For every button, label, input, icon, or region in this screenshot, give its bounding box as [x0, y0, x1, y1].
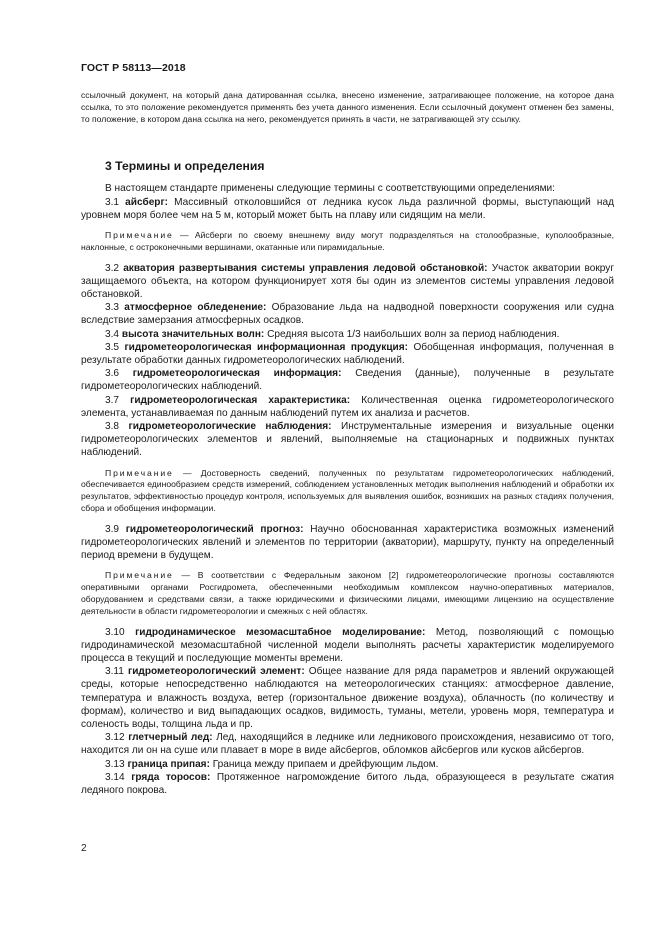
section-lead: В настоящем стандарте применены следующие термины с соответствующими определениями:: [105, 183, 555, 195]
term-name: акватория развертывания системы управления ледовой обстановкой:: [123, 262, 488, 274]
term-number: 3.8: [105, 421, 120, 433]
term-name: гидрометеорологический прогноз:: [125, 523, 304, 535]
term-number: 3.12: [105, 732, 125, 744]
term-entry: [81, 196, 614, 222]
term-name: глетчерный лед:: [128, 732, 213, 744]
term-entry: [81, 341, 614, 367]
term-number: 3.6: [105, 368, 120, 380]
term-definition: Лед, находящийся в леднике или ледникового происхождения, независимо от того, находится ли он на суше или плавает в море в виде айсбергов, обломков айсбергов или кусков айсбергов.: [81, 732, 615, 757]
note-text: — Айсберги по своему внешнему виду могут подразделяться на столообразные, куполообразные, наклонные, с остроконечными вершинами, окатанные или пирамидальные.: [81, 230, 614, 252]
term-name: айсберг:: [125, 196, 169, 208]
term-definition: Инструментальные измерения и визуальные оценки гидрометеорологических элементов и явлений, выполняемые на стационарных и подвижных пунктах наблюдений.: [81, 421, 614, 459]
term-definition: Метод, позволяющий с помощью гидродинамической мезомасштабной численной модели выполнять расчеты характеристик моделируемого процесса в текущий и последующие моменты времени.: [81, 626, 614, 665]
term-name: гидрометеорологическая информационная продукция:: [124, 341, 409, 353]
note-label: Примечание: [105, 467, 174, 478]
term-definition: Протяженное нагромождение битого льда, образующееся в результате сжатия ледяного покрова.: [81, 771, 614, 797]
term-definition: Массивный отколовшийся от ледника кусок льда различной формы, выступающий над уровнем моря более чем на 5 м, который может быть на плаву или сидящим на мели.: [81, 196, 614, 221]
term-entry: [81, 665, 614, 731]
term-number: 3.3: [105, 302, 120, 314]
term-definition: Средняя высота 1/3 наибольших волн за период наблюдения.: [267, 328, 560, 340]
term-name: гидрометеорологическая характеристика:: [130, 394, 351, 406]
note-text: — В соответствии с Федеральным законом [2] гидрометеорологические прогнозы составляются оперативными органами Росгидромета, обеспеченными необходимым комплексом научно-оперативных материалов, оборудованием и средствами связи, а также юридическими и физическими лицами, имеющими лицензию на осуществление деятельности в области гидрометеорологии и смежных с ней областях.: [81, 570, 614, 616]
term-name: гидрометеорологические наблюдения:: [128, 421, 332, 433]
term-entry: [81, 367, 614, 393]
term-number: 3.13: [105, 758, 125, 770]
term-entry: [81, 523, 614, 563]
term-definition: Граница между припаем и дрейфующим льдом.: [212, 758, 439, 770]
note-label: Примечание: [105, 570, 174, 581]
term-definition: Участок акватории вокруг защищаемого объекта, на котором функционирует хотя бы один из элементов системы управления ледовой обстановкой.: [81, 262, 615, 300]
note-label: Примечание: [105, 230, 174, 240]
term-number: 3.1: [105, 196, 120, 208]
term-definition: Образование льда на надводной поверхности сооружения или судна вследствие замерзания атмосферных осадков.: [81, 302, 614, 327]
intro-paragraph: ссылочный документ, на который дана датированная ссылка, внесено изменение, затрагивающее положение, на которое дана ссылка, то это положение рекомендуется применять без учета данного изменения. Если ссылочный документ отменен без замены, то положение, в котором дана ссылка на него, рекомендуется принять в части, не затрагивающей эту ссылку.: [81, 90, 614, 124]
term-definition: Научно обоснованная характеристика возможных изменений гидрометеорологических явлений и элементов по территории (акватории), маршруту, пункту на определенный период времени в будущем.: [81, 523, 614, 562]
term-number: 3.7: [105, 394, 120, 406]
term-number: 3.14: [105, 771, 125, 783]
term-number: 3.5: [105, 341, 120, 353]
note-paragraph: [81, 468, 614, 515]
term-name: гидрометеорологическая информация:: [132, 368, 342, 380]
term-number: 3.10: [105, 626, 125, 638]
term-entry: [81, 731, 614, 757]
page-header: ГОСТ Р 58113—2018: [81, 62, 186, 74]
term-number: 3.9: [105, 523, 120, 535]
term-name: высота значительных волн:: [121, 328, 265, 340]
term-entry: [81, 301, 614, 327]
term-definition: Количественная оценка гидрометеорологического элемента, устанавливаемая по данным наблюдений путем их анализа и расчетов.: [81, 394, 615, 419]
term-number: 3.11: [105, 666, 124, 678]
page-content: [81, 90, 614, 797]
term-name: гидрометеорологический элемент:: [128, 666, 305, 678]
term-entry: [81, 626, 614, 666]
page-number: 2: [81, 843, 87, 854]
term-name: граница припая:: [127, 758, 210, 770]
term-name: гряда торосов:: [131, 771, 211, 783]
note-text: — Достоверность сведений, полученных по результатам гидрометеорологических наблюдений, обеспечивается единообразием средств измерений, соблюдением установленных методик выполнения наблюдений и обработки их результатов, эффективностью процедур контроля, используемых для выявления ошибок, возникших на разных стадиях получения, сбора и обобщения информации.: [81, 467, 614, 514]
term-entry: [81, 420, 614, 460]
term-number: 3.4: [105, 328, 120, 340]
section-heading: 3 Термины и определения: [105, 159, 265, 174]
term-entry: [81, 328, 614, 341]
note-paragraph: [81, 230, 614, 254]
term-entry: [81, 262, 614, 302]
term-entry: [81, 758, 614, 771]
term-entry: [81, 771, 614, 797]
term-definition: Общее название для ряда параметров и явлений окружающей среды, которые непосредственно наблюдаются на метеорологических станциях: атмосферное давление, температура и влажность воздуха, ветер (горизонтальное движение воздуха), облачность (по количеству и формам), количество и вид выпадающих осадков, видимость, туманы, метели, уровень моря, температура и соленость воды, толщина льда и пр.: [81, 666, 614, 731]
term-name: атмосферное обледенение:: [124, 302, 267, 314]
term-definition: Сведения (данные), полученные в результате гидрометеорологических наблюдений.: [81, 368, 615, 393]
term-name: гидродинамическое мезомасштабное моделирование:: [135, 626, 426, 638]
term-number: 3.2: [105, 262, 120, 274]
term-definition: Обобщенная информация, полученная в результате обработки данных гидрометеорологических наблюдений.: [81, 341, 614, 367]
note-paragraph: [81, 570, 614, 617]
term-entry: [81, 394, 614, 420]
